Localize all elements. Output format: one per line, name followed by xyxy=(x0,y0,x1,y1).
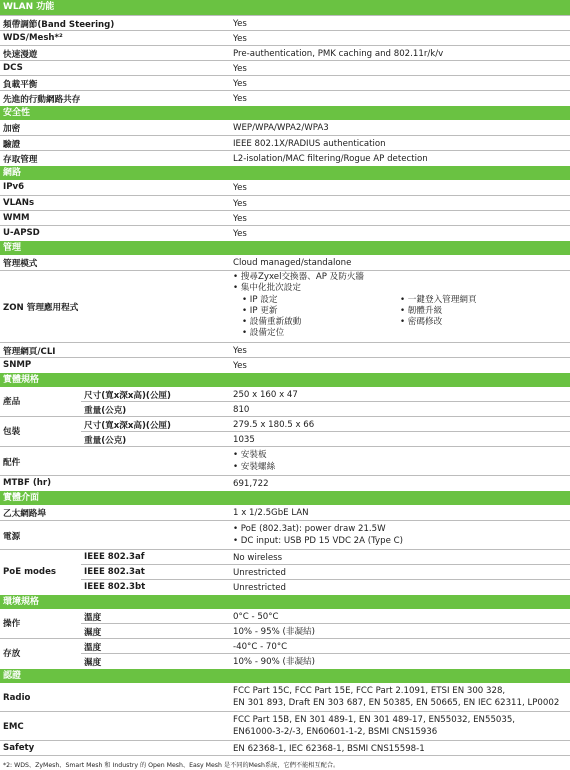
spec-value: Yes xyxy=(233,79,247,89)
spec-value: Yes xyxy=(233,34,247,44)
spec-value: Pre-authentication, PMK caching and 802.11r/k/v xyxy=(233,49,444,59)
spec-value xyxy=(229,521,570,549)
spec-value: Yes xyxy=(233,19,247,29)
spec-value: 810 xyxy=(233,404,250,415)
spec-label: 尺寸(寬x深x高)(公厘) xyxy=(84,420,171,431)
spec-row-accessories xyxy=(0,446,570,475)
zon-subfeature-grid xyxy=(233,295,567,340)
cert-line: FCC Part 15C, FCC Part 15E, FCC Part 2.1091, ETSI EN 300 328, xyxy=(233,685,506,696)
spec-label: 重量(公克) xyxy=(84,435,127,446)
spec-row-safety xyxy=(0,740,570,755)
spec-row-dcs xyxy=(0,60,570,75)
spec-row-snmp xyxy=(0,357,570,372)
zon-subfeature: • IP 設定 xyxy=(242,294,278,305)
spec-label: MTBF (hr) xyxy=(3,477,52,488)
section-header-interfaces: 實體介面 xyxy=(0,490,570,505)
spec-value: 1 x 1/2.5GbE LAN xyxy=(233,507,309,518)
spec-value: IEEE 802.1X/RADIUS authentication xyxy=(233,139,386,149)
section-header-environment: 環境規格 xyxy=(0,594,570,609)
spec-label: IEEE 802.3at xyxy=(84,566,145,577)
spec-row-wmm xyxy=(0,210,570,225)
spec-value: Yes xyxy=(233,214,247,224)
spec-label: WDS/Mesh*² xyxy=(3,33,63,43)
spec-label: 乙太網路埠 xyxy=(3,508,46,519)
spec-label: 濕度 xyxy=(84,657,102,668)
spec-value: Cloud managed/standalone xyxy=(233,258,352,268)
cert-line: EN61000-3-2/-3, EN60601-1-2, BSMI CNS15936 xyxy=(233,726,438,737)
spec-label: 管理網頁/CLI xyxy=(3,346,56,357)
spec-row-wds-mesh xyxy=(0,30,570,45)
spec-row-radio xyxy=(0,683,570,711)
zon-subfeature: • 設備重新啟動 xyxy=(242,317,302,328)
spec-label: 溫度 xyxy=(84,612,102,623)
power-item: • DC input: USB PD 15 VDC 2A (Type C) xyxy=(233,535,403,546)
spec-value: 0°C - 50°C xyxy=(233,611,279,622)
spec-group-product xyxy=(0,387,570,416)
section-header-physical: 實體規格 xyxy=(0,372,570,387)
spec-value: L2-isolation/MAC filtering/Rogue AP detection xyxy=(233,154,428,164)
spec-value: 691,722 xyxy=(233,478,269,489)
spec-value: 10% - 90% (非凝結) xyxy=(233,656,315,667)
spec-row-emc xyxy=(0,711,570,740)
spec-label: U-APSD xyxy=(3,228,40,238)
spec-group-operating xyxy=(0,609,570,638)
spec-row-zon-utility xyxy=(0,270,570,342)
spec-label: 重量(公克) xyxy=(84,405,127,416)
spec-value: Yes xyxy=(233,183,247,193)
spec-label: 濕度 xyxy=(84,627,102,638)
spec-subrow xyxy=(81,623,570,638)
spec-value xyxy=(229,712,570,740)
footnote: *2: WDS、ZyMesh、Smart Mesh 和 Industry 的 Open Mesh、Easy Mesh 是不同的Mesh系統，它們不能相互配合。 xyxy=(3,761,340,769)
spec-subrow xyxy=(81,609,570,623)
spec-label: Safety xyxy=(3,742,35,753)
accessory-item: • 安裝板 xyxy=(233,449,267,460)
spec-label: 配件 xyxy=(3,457,21,468)
spec-label: 先進的行動網路共存 xyxy=(3,95,81,105)
spec-group-storage xyxy=(0,638,570,668)
spec-row-band-steering xyxy=(0,15,570,30)
spec-row-power xyxy=(0,520,570,549)
spec-label: 頻帶調節(Band Steering) xyxy=(3,20,115,30)
spec-value: Yes xyxy=(233,64,247,74)
spec-row-web-cli xyxy=(0,342,570,357)
section-header-wlan: WLAN 功能 xyxy=(0,0,570,15)
spec-subrow xyxy=(81,431,570,446)
cert-line: FCC Part 15B, EN 301 489-1, EN 301 489-17, EN55032, EN55035, xyxy=(233,714,516,725)
spec-label: 負載平衡 xyxy=(3,80,38,90)
spec-label: VLANs xyxy=(3,198,35,208)
spec-row-u-apsd xyxy=(0,225,570,240)
group-label: 存放 xyxy=(3,649,21,660)
spec-label: SNMP xyxy=(3,359,32,370)
spec-value: EN 62368-1, IEC 62368-1, BSMI CNS15598-1 xyxy=(233,743,425,754)
spec-subrow xyxy=(81,550,570,564)
spec-label: 管理模式 xyxy=(3,259,38,269)
zon-feature: • 集中化批次設定 xyxy=(233,283,301,294)
spec-value: No wireless xyxy=(233,552,283,563)
spec-value: 1035 xyxy=(233,434,255,445)
section-header-security: 安全性 xyxy=(0,105,570,120)
spec-value: 250 x 160 x 47 xyxy=(233,389,298,400)
spec-subrow xyxy=(81,579,570,594)
section-header-network: 網路 xyxy=(0,165,570,180)
spec-value: -40°C - 70°C xyxy=(233,641,288,652)
spec-value: Unrestricted xyxy=(233,567,286,578)
spec-row-authentication xyxy=(0,135,570,150)
spec-row-encryption xyxy=(0,120,570,135)
zon-subfeature: • 韌體升級 xyxy=(400,305,443,316)
spec-value: Yes xyxy=(233,94,247,104)
spec-label: IEEE 802.3af xyxy=(84,551,145,562)
spec-group-package xyxy=(0,416,570,446)
spec-label: 電源 xyxy=(3,531,21,542)
spec-value xyxy=(229,683,570,711)
spec-label: Radio xyxy=(3,692,31,703)
zon-feature-list xyxy=(229,271,570,342)
spec-label: IPv6 xyxy=(3,182,25,192)
spec-subrow xyxy=(81,653,570,668)
spec-row-management-mode xyxy=(0,255,570,270)
spec-subrow xyxy=(81,417,570,431)
spec-row-fast-roaming xyxy=(0,45,570,60)
spec-value: 10% - 95% (非凝結) xyxy=(233,626,315,637)
spec-label: 溫度 xyxy=(84,642,102,653)
spec-row-vlans xyxy=(0,195,570,210)
spec-label: ZON 管理應用程式 xyxy=(3,303,79,314)
spec-value: Yes xyxy=(233,360,247,371)
spec-row-lte-coexistence xyxy=(0,90,570,105)
group-label: 產品 xyxy=(3,397,21,408)
spec-label: 存取管理 xyxy=(3,155,38,165)
spec-row-access-management xyxy=(0,150,570,165)
spec-value: WEP/WPA/WPA2/WPA3 xyxy=(233,123,329,133)
spec-value xyxy=(229,447,570,475)
spec-value: Unrestricted xyxy=(233,582,286,593)
spec-row-ethernet xyxy=(0,505,570,520)
power-item: • PoE (802.3at): power draw 21.5W xyxy=(233,523,386,534)
spec-value: Yes xyxy=(233,229,247,239)
group-label: 操作 xyxy=(3,619,21,630)
spec-label: DCS xyxy=(3,63,23,73)
spec-label: 加密 xyxy=(3,124,21,134)
zon-feature: • 搜尋Zyxel交換器、AP 及防火牆 xyxy=(233,272,365,282)
zon-subfeature: • 密碼修改 xyxy=(400,317,443,328)
spec-label: 快速漫遊 xyxy=(3,50,38,60)
spec-subrow xyxy=(81,639,570,653)
spec-subrow xyxy=(81,564,570,579)
zon-subfeature: • IP 更新 xyxy=(242,305,278,316)
spec-row-ipv6 xyxy=(0,180,570,195)
spec-value: 279.5 x 180.5 x 66 xyxy=(233,419,315,430)
cert-line: EN 301 893, Draft EN 303 687, EN 50385, EN 50665, EN IEC 62311, LP0002 xyxy=(233,697,560,708)
spec-value: Yes xyxy=(233,199,247,209)
accessory-item: • 安裝螺絲 xyxy=(233,461,276,472)
spec-row-load-balancing xyxy=(0,75,570,90)
spec-group-poe-modes xyxy=(0,549,570,594)
spec-value: Yes xyxy=(233,345,247,356)
section-header-certifications: 認證 xyxy=(0,668,570,683)
group-label: 包裝 xyxy=(3,427,21,438)
spec-subrow xyxy=(81,387,570,401)
zon-subfeature: • 設備定位 xyxy=(242,328,285,339)
spec-label: IEEE 802.3bt xyxy=(84,581,146,592)
group-label: PoE modes xyxy=(3,566,57,577)
spec-label: EMC xyxy=(3,721,24,732)
zon-subfeature: • 一鍵登入管理網頁 xyxy=(400,294,477,305)
section-header-management: 管理 xyxy=(0,240,570,255)
spec-label: 驗證 xyxy=(3,140,21,150)
spec-label: WMM xyxy=(3,213,30,223)
spec-subrow xyxy=(81,401,570,416)
spec-label: 尺寸(寬x深x高)(公厘) xyxy=(84,390,171,401)
spec-row-mtbf xyxy=(0,475,570,490)
